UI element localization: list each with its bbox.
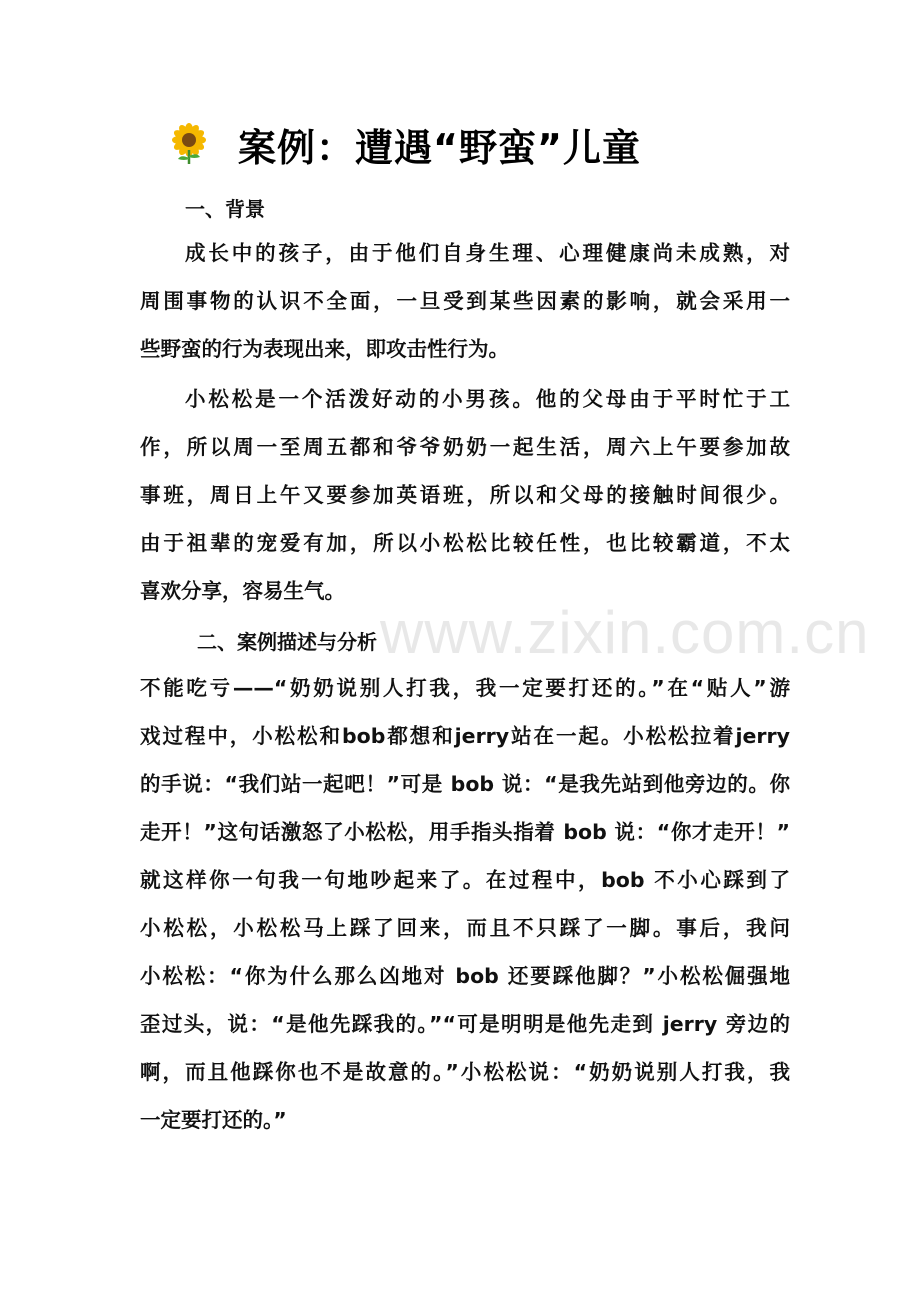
text-line: 小松松：“你为什么那么凶地对 bob 还要踩他脚？”小松松倔强地 [140,964,790,988]
title-row [168,114,641,174]
text-line: 喜欢分享，容易生气。 [140,579,345,603]
text-line: 小松松，小松松马上踩了回来，而且不只踩了一脚。事后，我问 [140,916,790,940]
watermark: www.zixin.com.cn [380,599,870,666]
text-line: 些野蛮的行为表现出来，即攻击性行为。 [140,337,509,361]
background-paragraph-2 [140,375,790,615]
text-line: 作，所以周一至周五都和爷爷奶奶一起生活，周六上午要参加故 [140,435,790,459]
sunflower-icon [168,123,210,165]
text-line: 成长中的孩子，由于他们自身生理、心理健康尚未成熟，对 [185,241,790,265]
text-line: 小松松是一个活泼好动的小男孩。他的父母由于平时忙于工 [185,387,790,411]
text-line: 就这样你一句我一句地吵起来了。在过程中，bob 不小心踩到了 [140,868,790,892]
text-line: 啊，而且他踩你也不是故意的。”小松松说：“奶奶说别人打我，我 [140,1060,790,1084]
case-paragraph [140,664,790,1144]
text-line: 走开！”这句话激怒了小松松，用手指头指着 bob 说：“你才走开！” [140,820,790,844]
section-heading-background: 一、背景 [185,197,265,221]
text-line: 由于祖辈的宠爱有加，所以小松松比较任性，也比较霸道，不太 [140,531,790,555]
section-heading-case: 二、案例描述与分析 [197,630,377,654]
text-line: 不能吃亏——“奶奶说别人打我，我一定要打还的。”在“贴人”游 [140,676,790,700]
text-line: 的手说：“我们站一起吧！”可是 bob 说：“是我先站到他旁边的。你 [140,772,790,796]
text-line: 歪过头，说：“是他先踩我的。”“可是明明是他先走到 jerry 旁边的 [140,1012,790,1036]
background-paragraph-1 [140,229,790,373]
page-title: 案例：遭遇“野蛮”儿童 [238,125,641,170]
text-line: 周围事物的认识不全面，一旦受到某些因素的影响，就会采用一 [140,289,790,313]
text-line: 一定要打还的。” [140,1108,287,1132]
text-line: 戏过程中，小松松和bob都想和jerry站在一起。小松松拉着jerry [140,724,790,748]
text-line: 事班，周日上午又要参加英语班，所以和父母的接触时间很少。 [140,483,790,507]
